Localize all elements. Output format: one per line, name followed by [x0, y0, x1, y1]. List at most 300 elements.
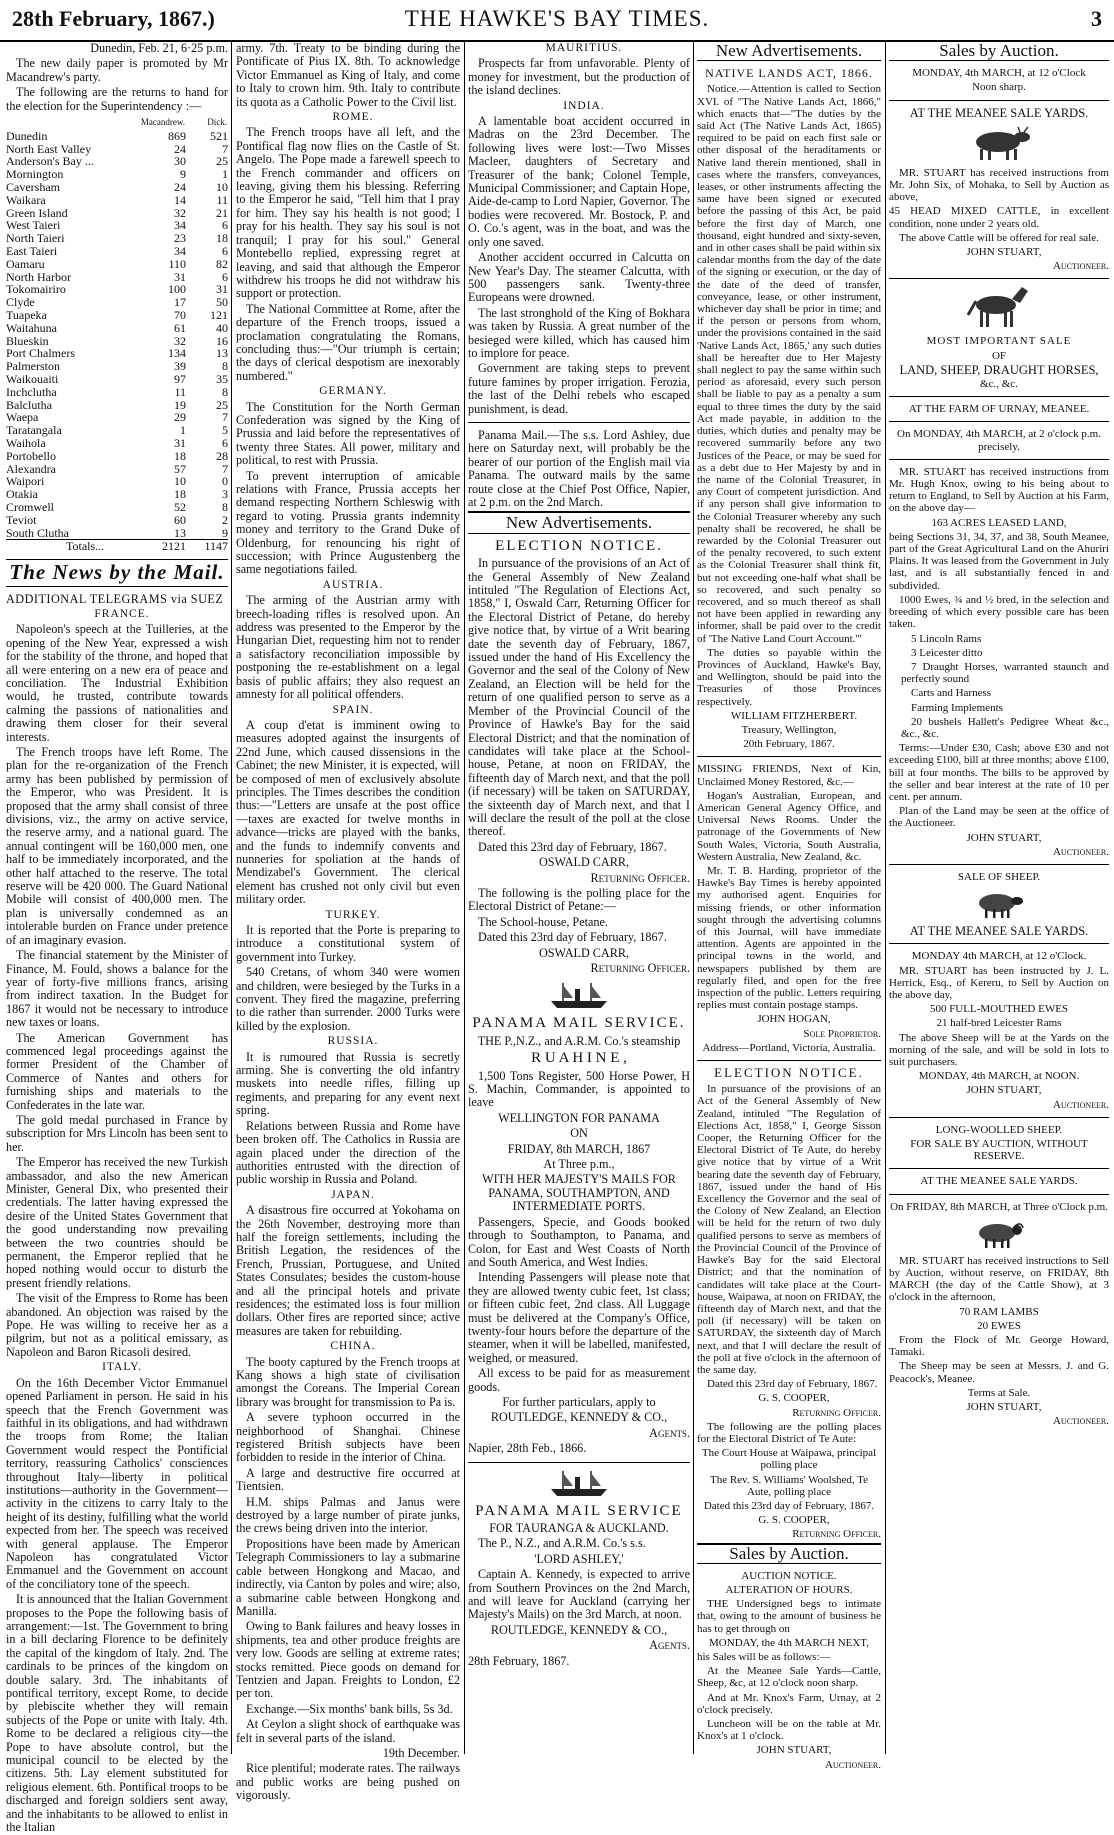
returns-cell-place: Clyde [6, 295, 35, 310]
paragraph: The following is the polling place for the Electoral District of Petane:— [468, 885, 690, 914]
returns-cell-dick: 6 [222, 218, 228, 233]
paragraph: Prospects far from unfavorable. Plenty of money for investment, but the production of the island declines. [468, 56, 690, 98]
signature: G. S. COOPER, [758, 1514, 830, 1527]
dateline: 28th February, 1867. [468, 1653, 570, 1668]
paragraph: 21 half-bred Leicester Rams [936, 1017, 1062, 1030]
paragraph: &c., &c. [980, 378, 1018, 391]
column-rule [693, 40, 694, 1754]
returns-cell-dick: 28 [216, 448, 228, 463]
paragraph: And at Mr. Knox's Farm, Urnay, at 2 o'clock precisely. [697, 1691, 881, 1716]
returns-cell-place: Waikouaiti [6, 371, 59, 386]
signature: JOHN STUART, [966, 1084, 1042, 1097]
paragraph: 1000 Ewes, ¾ and ½ bred, in the selection and breeding of which every possible care has been taken. [889, 593, 1109, 631]
column-4 [697, 41, 881, 1771]
paragraph: The financial statement by the Minister of Finance, M. Fould, shows a balance for the year of forty-five millions francs, arising from indirect taxation. In the Budget for 1867 it would not be necessary to introduce new taxes or loans. [6, 948, 228, 1030]
returns-cell-place: Waitahuna [6, 320, 58, 335]
subheading: LAND, SHEEP, DRAUGHT HORSES, [899, 362, 1099, 377]
paragraph: Dated this 23rd day of February, 1867. [703, 1499, 875, 1512]
returns-cell-dick: 2 [222, 512, 228, 527]
notice-title: ELECTION NOTICE. [495, 537, 663, 554]
returns-cell-macandrew: 30 [174, 154, 186, 169]
returns-cell-dick: 50 [216, 295, 228, 310]
paragraph: In pursuance of the provisions of an Act of the General Assembly of New Zealand intituled "The Regulation of Elections Act, 1858," I, Oswald Carr, Returning Officer for the Electoral District of Petane, do hereby give notice that, by virtue of a Writ bearing date the seventh day of February, 1867, issued under the hand of His Excellency the Governor and the seal of the Colony of New Zealand, an Election will be held for the return of one qualified person to serve as a Member of the Provincial Council of the Province of Hawke's Bay for the said Electoral District; and that the nomination of candidates will take place at the School-house, Petane, at noon on FRIDAY, the fifteenth day of March next, and that the poll (if necessary) will be taken on SATURDAY, the sixteenth day of March next, and that I will declare the result of the poll at the close thereof. [468, 556, 690, 839]
returns-cell-macandrew: 34 [174, 244, 186, 258]
section-title: SPAIN. [332, 703, 374, 716]
paragraph: MONDAY, the 4th MARCH NEXT, [709, 1636, 869, 1649]
notice-title: MISSING FRIENDS, Next of Kin, Unclaimed Money Restored, &c.— [697, 763, 881, 788]
paragraph: The following are the polling places for the Electoral District of Te Aute: [697, 1420, 881, 1445]
returns-cell-place: Waepa [6, 410, 39, 425]
route: FOR TAURANGA & AUCKLAND. [489, 1521, 669, 1535]
notice-title: MOST IMPORTANT SALE [926, 335, 1072, 348]
table-row [6, 386, 228, 399]
table-row [6, 130, 228, 143]
returns-cell-macandrew: 13 [174, 525, 186, 540]
returns-cell-place: Waipori [6, 474, 45, 489]
list-item: 7 Draught Horses, warranted staunch and perfectly sound [901, 660, 1109, 686]
paragraph: A lamentable boat accident occurred in Madras on the 23rd December. The following lives were lost:—Two Misses Macleer, daughters of Secretary and Treasurer of the bank; Colonel Temple, Municipal Commissioner; and Captain Hope, Aide-de-camp to Lord Napier, Governor. The bodies were recovered. Mr. Bostock, P. and O. Co.'s agent, was in the boat, and was the only one saved. [468, 114, 690, 249]
section-heading: The News by the Mail. [9, 560, 225, 585]
returns-cell-macandrew: 29 [174, 410, 186, 425]
paragraph: 20 EWES [977, 1319, 1021, 1332]
total-dick: 1147 [204, 539, 228, 554]
table-row [6, 450, 228, 463]
paragraph: The Sheep may be seen at Messrs. J. and G. Peacock's, Meanee. [889, 1360, 1109, 1385]
paragraph: The above Cattle will be offered for real sale. [899, 231, 1099, 244]
paragraph: Napoleon's speech at the Tuilleries, at the opening of the New Year, expressed a wish for the stability of the throne, and hoped that all were entering on a new era of peace and conciliation. The Industrial Exhibition would, he trusted, contribute towards calming the passions of nationalities and drawing them closer for their several interests. [6, 622, 228, 744]
returns-cell-place: Caversham [6, 180, 60, 195]
returns-cell-macandrew: 1 [180, 423, 186, 438]
paragraph: OF [991, 349, 1007, 362]
paragraph: On the 16th December Victor Emmanuel opened Parliament in person. He said in his speech that the French Government was faithful in its obligations, and had withdrawn the troops from Rome; the Italian Government would respect the Pontificial territory, reassuring Catholics' consciences throughout Italy—liberty in political institutions—authority in the Government—activity in the citizens to carry Italy to the height of its destiny, fulfilling what the world expected from her. The speech was received with general applause. The Emperor Napoleon has congratulated Victor Emmanuel and the Government on account of the conciliatory tone of the speech. [6, 1375, 228, 1591]
divider [6, 586, 228, 587]
section-title: TURKEY. [325, 908, 381, 921]
table-row [6, 475, 228, 488]
section-banner: Sales by Auction. [889, 42, 1109, 61]
returns-cell-place: Tuapeka [6, 307, 47, 322]
paragraph: The National Committee at Rome, after the departure of the French troops, issued a proclamation congratulating the Romans, concluding thus:—"Our triumph is certain; the days of clerical despotism are inexorably numbered." [236, 301, 460, 383]
paragraph: Propositions have been made by American Telegraph Commissioners to lay a submarine cable between Hongkong and Macao, and indirectly, via Canton by poles and wire; also, a submarine cable between Hongkong and Manilla. [236, 1536, 460, 1618]
paragraph: The Constitution for the North German Confederation was signed by the King of Prussia and laid before the representatives of twenty three States. All power, military and political, to rest with Prussia. [236, 399, 460, 468]
returns-cell-dick: 11 [216, 192, 228, 207]
list-item: Farming Implements [911, 701, 1003, 714]
paragraph: The following are the returns to hand for the election for the Superintendency :— [6, 85, 228, 113]
divider [889, 1194, 1109, 1195]
newspaper-header [0, 0, 1114, 42]
returns-cell-dick: 6 [222, 244, 228, 258]
notice-title: ELECTION NOTICE. [714, 1065, 864, 1081]
notice-title: LONG-WOOLLED SHEEP. [935, 1123, 1063, 1136]
returns-cell-dick: 9 [222, 525, 228, 540]
returns-cell-macandrew: 97 [174, 371, 186, 386]
divider [889, 1168, 1109, 1169]
returns-cell-macandrew: 10 [174, 474, 186, 489]
returns-cell-macandrew: 18 [174, 487, 186, 502]
paragraph: Rice plentiful; moderate rates. The railways and public works are being pushed on vigorously. [236, 1761, 460, 1803]
returns-cell-macandrew: 31 [174, 435, 186, 450]
divider [889, 943, 1109, 944]
returns-cell-dick: 25 [216, 154, 228, 169]
table-row [6, 527, 228, 540]
dateline: 20th February, 1867. [743, 738, 835, 751]
column-rule [231, 40, 232, 1754]
section-title: FRANCE. [94, 607, 150, 620]
returns-cell-macandrew: 18 [174, 448, 186, 463]
signature-role: Returning Officer. [590, 961, 690, 975]
returns-cell-dick: 7 [222, 141, 228, 156]
section-banner: Sales by Auction. [697, 1543, 881, 1564]
returns-cell-dick: 121 [210, 307, 228, 322]
list-item: Carts and Harness [911, 687, 992, 700]
signature-role: Returning Officer. [590, 870, 690, 885]
table-row [6, 501, 228, 514]
paragraph: 500 FULL-MOUTHED EWES [929, 1003, 1069, 1016]
paragraph: Dated this 23rd day of February, 1867. [707, 1378, 878, 1391]
subheading: ADDITIONAL TELEGRAMS via SUEZ [6, 591, 224, 606]
returns-cell-dick: 5 [222, 423, 228, 438]
paragraph: Passengers, Specie, and Goods booked through to Southampton, to Panama, and Colon, for East and West Coasts of North and South America, and West Indies. [468, 1214, 690, 1269]
paragraph: MR. STUART has received instructions from Mr. John Six, of Mohaka, to Sell by Auction as above, [889, 166, 1109, 204]
returns-cell-place: North Taieri [6, 231, 65, 246]
paragraph: THE Undersigned begs to intimate that, owing to the amount of business he has to get through on [697, 1598, 881, 1635]
list-item: 3 Leicester ditto [911, 646, 983, 659]
returns-cell-macandrew: 34 [174, 218, 186, 233]
page-number: 3 [1091, 6, 1102, 31]
returns-cell-place: Blueskin [6, 333, 49, 348]
section-title: ROME. [332, 111, 374, 124]
divider [697, 1060, 881, 1061]
signature: OSWALD CARR, [538, 855, 630, 870]
paragraph: On MONDAY, 4th MARCH, at 2 o'clock p.m. precisely. [897, 428, 1101, 453]
returns-cell-place: East Taieri [6, 244, 58, 258]
notice-title: SALE OF SHEEP. [957, 870, 1041, 883]
returns-cell-dick: 25 [216, 397, 228, 412]
paragraph: At Ceylon a slight shock of earthquake was felt in several parts of the island. [236, 1717, 460, 1745]
subheading: AT THE MEANEE SALE YARDS. [909, 924, 1089, 939]
returns-cell-dick: 1 [222, 167, 228, 182]
paragraph: MR. STUART has received instructions from Mr. Hugh Knox, owing to his being about to return to England, to Sell by Auction at his Farm, on the above day— [889, 465, 1109, 515]
signature: JOHN STUART, [966, 831, 1042, 844]
returns-cell-macandrew: 24 [174, 180, 186, 195]
returns-cell-macandrew: 61 [174, 320, 186, 335]
divider [889, 864, 1109, 865]
column-5 [889, 42, 1109, 1754]
paragraph: The Emperor has received the new Turkish ambassador, and also the new American Minister, General Dix, who presented their credentials. The latter having expressed the desire of the United States Government that the good understanding now prevailing between the two countries should be permanent, the Emperor replied that he hoped nothing would occur to disturb the present friendly relations. [6, 1155, 228, 1290]
returns-cell-macandrew: 869 [168, 128, 186, 143]
returns-cell-place: Inchclutha [6, 384, 57, 399]
returns-cell-macandrew: 52 [174, 499, 186, 514]
paragraph: Hogan's Australian, European, and American General Agency Office, and Universal News Rooms. Under the patronage of the Governments of New South Wales, Victoria, South Australia, Western Australia, New Zealand, &c. [697, 789, 881, 863]
paragraph: At the Meanee Sale Yards—Cattle, Sheep, &c, at 12 o'clock noon sharp. [697, 1665, 881, 1690]
returns-cell-dick: 18 [216, 231, 228, 246]
paragraph: The duties so payable within the Provinces of Auckland, Hawke's Bay, and Wellington, should be paid into the Treasuries of those Provinces respectively. [697, 646, 881, 708]
paragraph: The above Sheep will be at the Yards on the morning of the sale, and will be sold in lots to suit purchasers. [889, 1031, 1109, 1068]
returns-cell-dick: 8 [222, 359, 228, 374]
paragraph: The last stronghold of the King of Bokhara was taken by Russia. A great number of the besieged were killed, which has caused him to implore for peace. [468, 305, 690, 360]
column-header: Macandrew. [140, 117, 185, 128]
returns-cell-dick: 6 [222, 435, 228, 450]
paragraph: All excess to be paid for as measurement goods. [468, 1366, 690, 1394]
paragraph: The Rev. S. Williams' Woolshed, Te Aute, polling place [709, 1473, 869, 1498]
departure-date: FRIDAY, 8th MARCH, 1867 [507, 1141, 651, 1156]
signature: JOHN STUART, [756, 1744, 832, 1757]
paragraph: It is reported that the Porte is preparing to introduce a constitutional system of government into Turkey. [236, 923, 460, 964]
table-row [6, 258, 228, 271]
paragraph: army. 7th. Treaty to be binding during the Pontificate of Pius IX. 8th. To acknowledge Victor Emmanuel as King of Italy, and come to Italy to crown him. 9th. Italy to contribute its quota as a Catholic Power to the Civil list. [236, 41, 460, 109]
table-row [6, 309, 228, 322]
subheading: ALTERATION OF HOURS. [725, 1583, 853, 1596]
returns-cell-dick: 521 [210, 128, 228, 143]
election-returns-table [6, 115, 228, 553]
signature: WILLIAM FITZHERBERT. [730, 709, 858, 722]
returns-cell-dick: 35 [216, 371, 228, 386]
paragraph: The new daily paper is promoted by Mr Macandrew's party. [6, 56, 228, 84]
returns-cell-place: Mornington [6, 167, 64, 182]
returns-cell-macandrew: 70 [174, 307, 186, 322]
paragraph: The American Government has commenced legal proceedings against the former President of the Chamber of Commerce of Nantes and others for furnishing ships and materials to the Confederates in the late war. [6, 1030, 228, 1112]
returns-cell-place: Otakia [6, 487, 38, 502]
paragraph: The French troops have all left, and the Pontifical flag now flies on the Castle of St. Angelo. The Pope made a farewell speech to the French commander and officers on leaving, giving them his blessing. Referring to the Emperor he said, "Tell him that I pray for him. They say his health is not good; I pray for his health. They say his soul is not tranquil; I pray for his soul." General Montebello replied, expressing regret at leaving, and said that although the Emperor withdrew his troops he did not withdraw his support or protection. [236, 125, 460, 301]
returns-cell-dick: 0 [222, 474, 228, 489]
ship-name: 'LORD ASHLEY,' [534, 1551, 624, 1566]
paragraph: Owing to Bank failures and heavy losses in shipments, tea and other produce freights are very low. Goods are selling at extreme rates; stocks remitted. Piece goods on demand for Tentzien and Japan. Freights to London, £2 per ton. [236, 1619, 460, 1701]
paragraph: A large and destructive fire occurred at Tientsien. [236, 1465, 460, 1494]
divider [889, 1117, 1109, 1118]
returns-cell-dick: 10 [216, 180, 228, 195]
paragraph: 163 ACRES LEASED LAND, [931, 516, 1067, 529]
returns-cell-dick: 13 [216, 346, 228, 361]
horse-icon [889, 285, 1109, 329]
divider [889, 421, 1109, 422]
returns-cell-macandrew: 24 [174, 141, 186, 156]
paragraph: The School-house, Petane. [478, 914, 608, 929]
returns-cell-place: West Taieri [6, 218, 61, 233]
paragraph: For further particulars, apply to [502, 1394, 656, 1409]
paragraph: Treasury, Wellington, [741, 723, 837, 736]
paragraph: Exchange.—Six months' bank bills, 5s 3d. [246, 1701, 453, 1716]
paragraph: Noon sharp. [972, 81, 1026, 94]
paragraph: The Court House at Waipawa, principal polling place [701, 1447, 877, 1472]
signature: ROUTLEDGE, KENNEDY & CO., [490, 1622, 668, 1637]
returns-cell-place: Anderson's Bay ... [6, 154, 94, 169]
returns-cell-place: Tokomairiro [6, 282, 66, 297]
table-row [6, 283, 228, 296]
paragraph: WITH HER MAJESTY'S MAILS FOR PANAMA, SOUTHAMPTON, AND INTERMEDIATE PORTS. [482, 1172, 676, 1214]
signature-role: Agents. [649, 1638, 690, 1653]
signature-role: Auctioneer. [1052, 1415, 1109, 1428]
table-row [6, 194, 228, 207]
section-title: ITALY. [102, 1361, 142, 1374]
paragraph: The gold medal purchased in France by subscription for Mrs Lincoln has been sent to her. [6, 1112, 228, 1154]
signature-role: Returning Officer. [792, 1406, 881, 1419]
signature: ROUTLEDGE, KENNEDY & CO., [490, 1410, 668, 1425]
paragraph: Panama Mail.—The s.s. Lord Ashley, due here on Saturday next, will probably be the bearer of our portion of the English mail via Panama. The outward mails by the same route close at the Chief Post Office, Napier, at 2 p.m. on the 2nd March. [468, 427, 690, 509]
divider [468, 422, 690, 423]
signature: JOHN HOGAN, [757, 1013, 831, 1026]
ram-icon [889, 1219, 1109, 1249]
list-item: 5 Lincoln Rams [911, 632, 982, 645]
dateline: 19th December. [382, 1745, 460, 1760]
returns-cell-place: Palmerston [6, 359, 60, 374]
returns-cell-macandrew: 110 [168, 256, 186, 271]
list-item: 20 bushels Hallett's Pedigree Wheat &c., &c., &c. [901, 715, 1109, 740]
section-title: CHINA. [330, 1340, 376, 1353]
returns-cell-dick: 6 [222, 269, 228, 284]
address: Address—Portland, Victoria, Australia. [702, 1041, 876, 1054]
paragraph: ON [570, 1126, 588, 1141]
returns-cell-macandrew: 60 [174, 512, 186, 527]
paragraph: 540 Cretans, of whom 340 were women and children, were besieged by the Turks in a convent. They fired the magazine, preferring to die rather than surrender. 2000 Turks were killed by the explosion. [236, 965, 460, 1033]
returns-cell-macandrew: 57 [174, 461, 186, 476]
notice-title: NATIVE LANDS ACT, 1866. [705, 66, 873, 81]
table-row [6, 322, 228, 335]
paragraph: Plan of the Land may be seen at the office of the Auctioneer. [889, 805, 1109, 830]
paragraph: being Sections 31, 34, 37, and 38, South Meanee, part of the Great Agricultural Land on the Ahuriri Plains. It was leased from the Government in July last, and is all substantially fenced in and subdivided. [889, 530, 1109, 592]
returns-cell-macandrew: 11 [174, 384, 186, 399]
returns-cell-macandrew: 32 [174, 205, 186, 220]
paragraph: Terms at Sale. [967, 1386, 1031, 1399]
returns-cell-macandrew: 23 [174, 231, 186, 246]
returns-cell-macandrew: 134 [168, 346, 186, 361]
sheep-icon [889, 889, 1109, 919]
signature-role: Agents. [649, 1425, 690, 1440]
paragraph: A coup d'etat is imminent owing to measures adopted against the insurgents of 22nd June, which caused dissensions in the Cabinet; the new Minister, it is expected, will be composed of men of exclusively absolute principles. The Times describes the condition thus:—"Letters are unsafe at the post office—taxes are exacted for twelve months in advance—tricks are played with the banks, and the funds to indemnify convents and nunneries for spoliation at the hands of Mendizabel's Government. The clerical element has crushed not only civil but even military order. [236, 717, 460, 907]
table-row [6, 514, 228, 527]
returns-cell-place: Balclutha [6, 397, 52, 412]
route: WELLINGTON FOR PANAMA [498, 1110, 660, 1125]
column-1 [6, 41, 228, 1835]
paragraph: MONDAY, 4th MARCH, at 12 o'Clock [912, 67, 1086, 80]
paragraph: The P., N.Z., and A.R.M. Co.'s s.s. [478, 1536, 646, 1551]
paragraph: It is announced that the Italian Government proposes to the Pope the following basis of arrangement:—1st. The Government to bring in a bill declaring Florence to be definitely the capital of the kingdom of Italy. 2nd. The cardinals to be princes of the kingdom on double salary. 3rd. The inhabitants of pontifical territory, except Rome, to decide by plebiscite whether they will remain subjects of the Pope or unite with Italy. 4th. Rome to be declared a religious city—the Pope to have absolute control, but the municipal council to be elected by the citizens. 5th. Lay element substituted for religious element. 6th. Pontifical troops to be discharged and foreign soldiers sent away, and the inhabitants to be allowed to enlist in the Italian [6, 1592, 228, 1835]
paragraph: The French troops have left Rome. The plan for the re-organization of the French army has been published by permission of the Emperor, who was President. It is proposed that the army shall consist of three divisions, viz., the army on active service, the reserve army, and a national guard. The annual contingent will be 160,000 men, one half to be immediately incorporated, and the other half attached to the reserve. The total reserve will be 420 000. The Guard National Mobile will consist of 400,000 men. The plan is universally condemned as an intolerable burden on France under pretence of an imaginary evasion. [6, 745, 228, 947]
paragraph: H.M. ships Palmas and Janus were destroyed by a large number of pirate junks, the crews being driven into the interior. [236, 1494, 460, 1536]
signature: OSWALD CARR, [538, 945, 630, 960]
table-row [6, 181, 228, 194]
cattle-icon [889, 125, 1109, 161]
returns-cell-dick: 8 [222, 384, 228, 399]
section-title: GERMANY. [319, 385, 387, 398]
returns-cell-dick: 7 [222, 410, 228, 425]
total-macandrew: 2121 [162, 539, 186, 554]
subheading: AT THE FARM OF URNAY, MEANEE. [908, 403, 1090, 416]
returns-cell-place: South Clutha [6, 525, 70, 540]
paragraph: Relations between Russia and Rome have been broken off. The Catholics in Russia are again placed under the direction of the authorities entrusted with the direction of public worship in Russia and Poland. [236, 1118, 460, 1187]
totals-label: Totals... [66, 539, 105, 554]
returns-cell-place: Portobello [6, 448, 56, 463]
returns-cell-place: Taratangala [6, 423, 62, 438]
paragraph: In pursuance of the provisions of an Act of the General Assembly of New Zealand, intituled "The Regulation of Elections Act, 1858," I, George Sisson Cooper, the Returning Officer for the Electoral District of Te Aute, do hereby give notice that by virtue of a Writ bearing date the seventh day of February, 1867, issued under the hand of His Excellency the Governor and the seal of the Colony of New Zealand, an Election will be held for the return of two duly qualified persons to serve as members of the Provincial Council of the Province of Hawke's Bay for the said Electoral District; and that the nomination of candidates will take place at the Court-house, Waipawa, at noon on FRIDAY, the fifteenth day of March next, and that the poll (if necessary) will be taken on SATURDAY, the sixteenth day of March next, and that I will declare the result of the poll at five o'clock in the afternoon of the same day. [697, 1083, 881, 1376]
subheading: AT THE MEANEE SALE YARDS. [909, 105, 1089, 120]
returns-cell-place: Port Chalmers [6, 346, 75, 361]
steamship-icon [468, 1469, 690, 1499]
returns-cell-macandrew: 14 [174, 192, 186, 207]
paragraph: 70 RAM LAMBS [959, 1305, 1039, 1318]
paragraph: Captain A. Kennedy, is expected to arrive from Southern Provinces on the 2nd March, and will leave for Auckland (carrying her Majesty's Mails) on the 3rd March, at noon. [468, 1567, 690, 1622]
returns-cell-macandrew: 31 [174, 269, 186, 284]
paragraph: THE P.,N.Z., and A.R.M. Co.'s steamship [477, 1033, 681, 1048]
returns-cell-dick: 3 [222, 487, 228, 502]
paragraph: Luncheon will be on the table at Mr. Knox's at 1 o'clock. [697, 1718, 881, 1743]
returns-cell-place: Teviot [6, 512, 37, 527]
signature-role: Returning Officer. [792, 1528, 881, 1541]
section-banner: New Advertisements. [697, 42, 881, 61]
ship-name: R U A H I N E , [531, 1050, 627, 1067]
paragraph: The visit of the Empress to Rome has been abandoned. An objection was raised by the Pope. He was willing to receive her as a pilgrim, but not as a political emissary, as Napoleon and Baron Ricasoli desired. [6, 1291, 228, 1359]
paragraph: MONDAY, 4th MARCH, at NOON. [918, 1070, 1080, 1083]
paragraph: Government are taking steps to prevent future famines by proper irrigation. Ferozia, the last of the Delhi rebels who escaped punishment, is dead. [468, 361, 690, 416]
paragraph: his Sales will be as follows:— [697, 1650, 831, 1663]
subheading: AT THE MEANEE SALE YARDS. [920, 1175, 1078, 1188]
paragraph: It is rumoured that Russia is secretly arming. She is converting the old infantry muskets into needle rifles, filling up regiments, and preparing for any event next spring. [236, 1049, 460, 1118]
paragraph: The booty captured by the French troops at Kang shows a high state of civilisation amongst the Coreans. The Imperial Corean library was brought for transmission to Pa is. [236, 1354, 460, 1409]
column-header: Dick. [207, 117, 227, 128]
table-row [6, 399, 228, 412]
returns-cell-dick: 7 [222, 461, 228, 476]
divider [889, 278, 1109, 279]
paragraph: Notice.—Attention is called to Section XVI. of "The Native Lands Act, 1866," which enacts that—"The duties by the said Act (The Native Lands Act, 1865) required to be paid on each first sale or other disposal of the heraditaments or Native land therein mentioned, shall in cases where the transfers, conveyances, leases, or other instruments affecting the same have been signed or executed before the passing of this Act, be paid before the first day of March, one thousand, eight hundred and sixty-seven, and in other cases shall be paid within six calendar months from the day of the date of the signing or execution, or the day of the date of the deed of transfer, conveyance, lease, or other instrument, whichever day shall be prior in time; and if the person or persons from whom, under the provisions contained in the said 'Native Lands Act, 1865,' any such duties shall be hereafter due to Her Majesty shall neglect to pay the same within such period as aforesaid, every such person shall be liable to pay as a penalty a sum equal to three times the duty by the said Act made payable, in addition to the duties, which duties and penalty may be recovered summarily before any two Justices of the Peace, or may be sued for as a debt due to Her Majesty by and in the name of the Colonial Treasurer, in any Court of competent jurisdiction. And if any person shall give information to the Colonial Treasurer whereby any such penalty shall be recovered, he shall be rewarded by the Colonial Treasurer out of the penalty recovered, to such extent as the Colonial Treasurer shall think fit, but not exceeding one-half what shall be so recovered, and such penalty so recovered, and so much thereof as shall not have been applied in rewarding any informer, shall be paid over to the credit of 'The Native Land Court Account.'" [697, 83, 881, 645]
paragraph: Another accident occurred in Calcutta on New Year's Day. The steamer Calcutta, with 500 passengers sank. Twenty-three Europeans were drowned. [468, 250, 690, 305]
returns-cell-place: Dunedin [6, 128, 48, 143]
returns-cell-macandrew: 19 [174, 397, 186, 412]
paragraph: 45 HEAD MIXED CATTLE, in excellent condition, none under 2 years old. [889, 205, 1109, 230]
signature-role: Auctioneer. [1052, 260, 1109, 273]
divider [889, 459, 1109, 460]
dateline: Napier, 28th Feb., 1866. [468, 1441, 587, 1456]
returns-cell-macandrew: 32 [174, 333, 186, 348]
steamship-icon [468, 981, 690, 1011]
subheading: FOR SALE BY AUCTION, WITHOUT RESERVE. [910, 1138, 1088, 1163]
section-title: MAURITIUS. [545, 42, 623, 54]
table-row [6, 437, 228, 450]
signature-role: Auctioneer. [1052, 1098, 1109, 1111]
returns-cell-place: Cromwell [6, 499, 54, 514]
column-rule [885, 40, 886, 1754]
signature-role: Auctioneer. [824, 1758, 881, 1771]
dateline: Dunedin, Feb. 21, 6·25 p.m. [90, 41, 228, 55]
notice-title: PANAMA MAIL SERVICE. [472, 1015, 686, 1032]
returns-cell-dick: 8 [222, 499, 228, 514]
section-title: RUSSIA. [327, 1035, 379, 1048]
returns-cell-macandrew: 17 [174, 295, 186, 310]
returns-cell-dick: 21 [216, 205, 228, 220]
paragraph: A disastrous fire occurred at Yokohama on the 26th November, destroying more than half the foreign settlements, including the British Legation, the residences of the French, Prussian, Portuguese, and United States Consulates; besides the custom-house and all the principal hotels and private residences; the estimated loss is four million dollars. Other fires are reported since; active measures are taken for rebuilding. [236, 1203, 460, 1338]
signature: G. S. COOPER, [758, 1392, 830, 1405]
table-row [6, 373, 228, 386]
table-row [6, 245, 228, 258]
returns-cell-macandrew: 39 [174, 359, 186, 374]
returns-cell-place: Oamaru [6, 256, 45, 271]
paragraph: The arming of the Austrian army with breech-loading rifles is resolved upon. An address was presented to the Emperor by the Hungarian Diet, requesting him not to render a satisfactory reconciliation impossible by postponing the re-establishment on a legal basis of public affairs; they also request an amnesty for all political offenders. [236, 593, 460, 702]
paragraph: MONDAY 4th MARCH, at 12 o'Clock. [911, 950, 1087, 963]
signature: JOHN STUART, [966, 246, 1042, 259]
returns-cell-macandrew: 9 [180, 167, 186, 182]
notice-title: PANAMA MAIL SERVICE [475, 1502, 683, 1519]
paragraph: From the Flock of Mr. George Howard, Tamaki. [889, 1334, 1109, 1359]
returns-cell-dick: 82 [216, 256, 228, 271]
notice-title: AUCTION NOTICE. [741, 1569, 837, 1582]
column-rule [464, 40, 465, 1754]
column-3 [468, 42, 690, 1754]
paragraph: Mr. T. B. Harding, proprietor of the Hawke's Bay Times is hereby appointed my authorised agent. Enquiries for missing friends, or other information sought through the advertising columns of this Journal, will have immediate attention. Agents are appointed in the principal towns in the world, and newspapers published by them are regularly filed, and open for the free inspection of the public. Letters requiring replies must contain postage stamps. [697, 865, 881, 1012]
returns-cell-place: Waihola [6, 435, 46, 450]
returns-cell-dick: 40 [216, 320, 228, 335]
signature: JOHN STUART, [966, 1401, 1042, 1414]
signature-role: Auctioneer. [1052, 845, 1109, 858]
section-title: AUSTRIA. [322, 578, 384, 591]
paragraph: Dated this 23rd day of February, 1867. [478, 930, 667, 945]
issue-date: 28th February, 1867.) [12, 6, 215, 31]
